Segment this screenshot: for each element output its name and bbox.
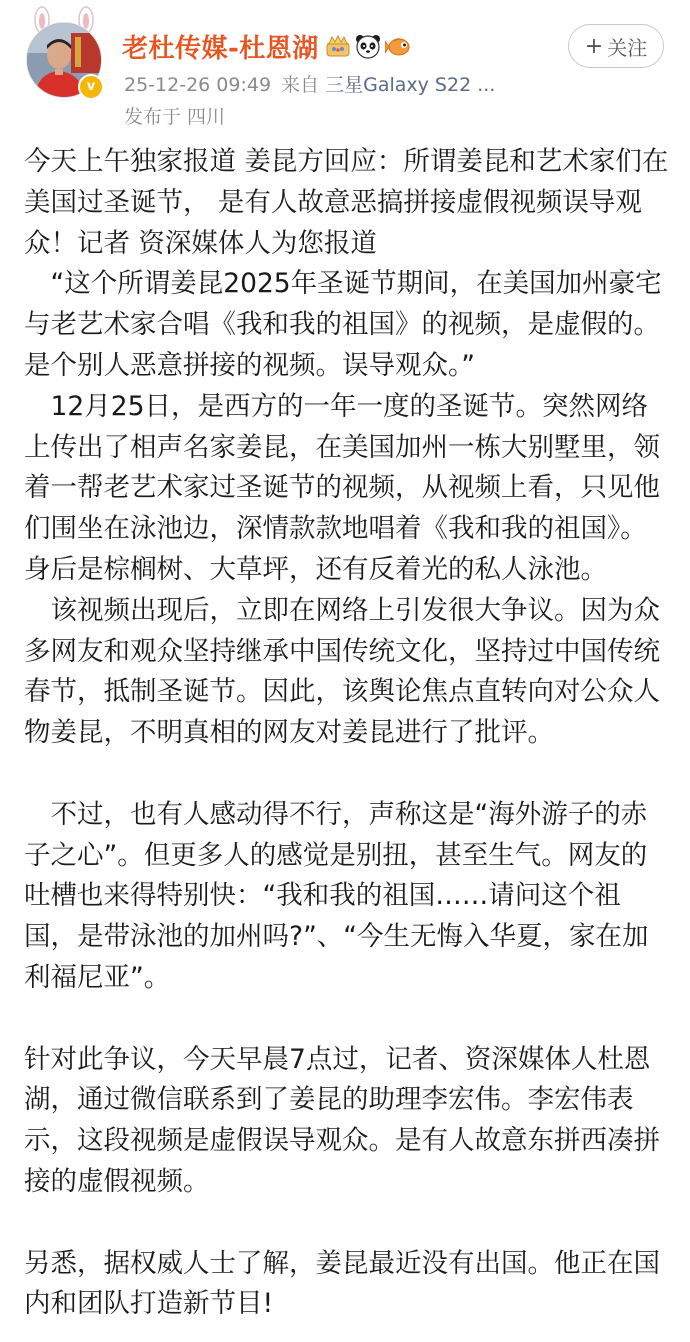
paragraph-spacer — [24, 754, 672, 795]
username-row — [122, 28, 415, 64]
paragraph-5: 不过，也有人感动得不行，声称这是“海外游子的赤子之心”。但更多人的感觉是别扭，甚至生气。网友的吐槽也来得特别快：“我和我的祖国……请问这个祖国，是带泳池的加州吗?”、“今生无悔入华夏，家在加利福尼亚”。 — [24, 798, 649, 993]
post-body — [24, 142, 672, 1325]
paragraph-4: 该视频出现后，立即在网络上引发很大争议。因为众多网友和观众坚持继承中国传统文化，坚持过中国传统春节，抵制圣诞节。因此，该舆论焦点直转向对公众人物姜昆，不明真相的网友对姜昆进行了批评。 — [24, 594, 660, 749]
paragraph-spacer — [24, 1203, 672, 1244]
post-meta — [124, 70, 495, 97]
post-timestamp: 25-12-26 09:49 — [124, 74, 272, 96]
device-source[interactable]: 三星Galaxy S22 ... — [325, 74, 496, 96]
follow-label: 关注 — [607, 35, 648, 60]
follow-button[interactable] — [568, 24, 664, 68]
verified-badge-icon: v — [78, 74, 104, 100]
paragraph-2: “这个所谓姜昆2025年圣诞节期间，在美国加州豪宅与老艺术家合唱《我和我的祖国》的视频，是虚假的。是个别人恶意拼接的视频。误导观众。” — [24, 268, 662, 381]
post-header — [0, 0, 690, 140]
source-prefix: 来自 — [281, 74, 320, 96]
badge-icons — [325, 33, 415, 59]
username[interactable]: 老杜传媒-杜恩湖 — [122, 33, 319, 64]
paragraph-1: 今天上午独家报道 姜昆方回应：所谓姜昆和艺术家们在美国过圣诞节， 是有人故意恶搞拼接虚假视频误导观众！记者 资深媒体人为您报道 — [24, 146, 669, 259]
crown-badge-icon[interactable] — [325, 33, 351, 59]
fish-badge-icon[interactable] — [385, 33, 411, 59]
paragraph-7: 另悉，据权威人士了解，姜昆最近没有出国。他正在国内和团队打造新节目! — [24, 1247, 660, 1320]
panda-badge-icon[interactable] — [355, 33, 381, 59]
plus-icon: + — [584, 33, 604, 59]
paragraph-3: 12月25日，是西方的一年一度的圣诞节。突然网络上传出了相声名家姜昆，在美国加州一栋大别墅里，领着一帮老艺术家过圣诞节的视频，从视频上看，只见他们围坐在泳池边，深情款款地唱着《我和我的祖国》。身后是棕榈树、大草坪，还有反着光的私人泳池。 — [24, 390, 660, 585]
avatar[interactable] — [26, 22, 102, 98]
post-location: 发布于 四川 — [124, 106, 226, 128]
paragraph-spacer — [24, 999, 672, 1040]
paragraph-6: 针对此争议，今天早晨7点过，记者、资深媒体人杜恩湖，通过微信联系到了姜昆的助理李宏伟。李宏伟表示，这段视频是虚假误导观众。是有人故意东拼西凑拼接的虚假视频。 — [24, 1043, 660, 1197]
